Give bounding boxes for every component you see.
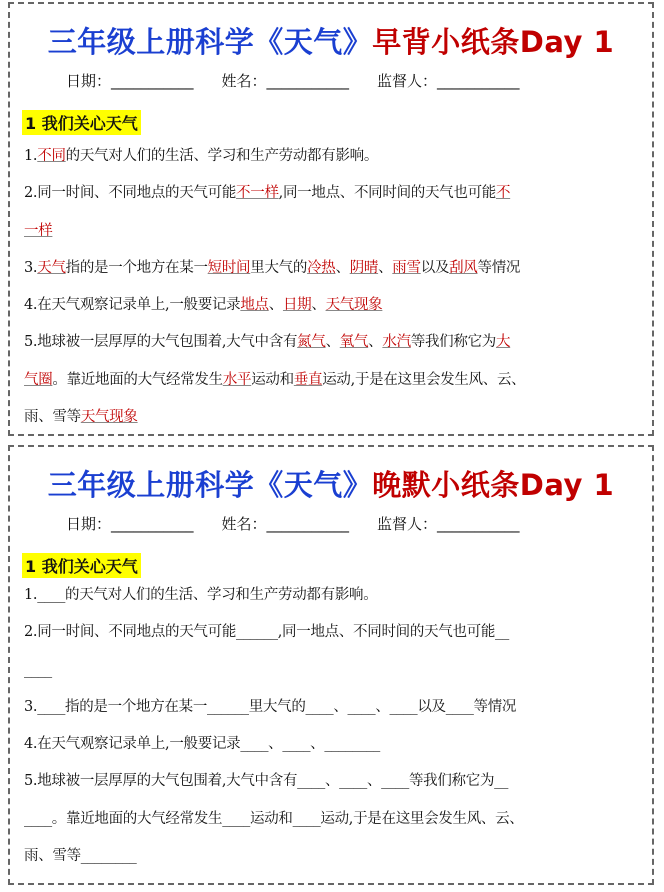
answer-text: 一样: [24, 222, 53, 239]
plain-text: 里大气的: [250, 259, 308, 276]
plain-text: 的天气对人们的生活、学习和生产劳动都有影响。: [65, 148, 379, 164]
plain-text: 、: [325, 334, 340, 351]
supervisor-field: 监督人：___________: [377, 515, 520, 533]
supervisor-field: 监督人：___________: [377, 72, 520, 90]
name-field: 姓名：___________: [221, 515, 350, 533]
answer-text: 垂直: [293, 371, 323, 388]
plain-text: ____。靠近地面的大气经常发生____运动和____运动,于是在这里会发生风、云、: [24, 810, 524, 827]
text-line: [24, 846, 644, 883]
text-line: [24, 183, 644, 220]
text-line: [24, 370, 644, 407]
plain-text: 5.地球被一层厚厚的大气包围着,大气中含有____、____、____等我们称它为__: [24, 773, 509, 790]
text-line: [24, 407, 644, 444]
plain-text: 运动,于是在这里会发生风、云、: [322, 371, 526, 388]
answer-text: 日期: [282, 297, 312, 314]
answer-text: 不: [495, 185, 511, 202]
plain-text: 、: [335, 259, 350, 276]
plain-text: 。靠近地面的大气经常发生: [52, 371, 223, 388]
plain-text: 运动和: [251, 371, 294, 388]
answer-text: 刮风: [449, 259, 478, 276]
text-line: [24, 697, 644, 734]
text-line: [24, 622, 644, 659]
text-line: [24, 295, 644, 332]
answer-text: 大: [495, 334, 511, 351]
answer-text: 水平: [222, 371, 252, 388]
evening-dictation-card: [8, 445, 654, 885]
text-line: [24, 146, 644, 183]
plain-text: 、: [311, 297, 326, 314]
morning-recite-card: [8, 2, 654, 436]
text-line: [24, 734, 644, 771]
plain-text: 5.地球被一层厚厚的大气包围着,大气中含有: [24, 334, 298, 351]
plain-text: 4.在天气观察记录单上,一般要记录: [24, 297, 241, 314]
section-heading: 1 我们关心天气: [22, 553, 141, 578]
answer-text: 雨雪: [392, 259, 421, 276]
answer-text: 天气现象: [80, 409, 138, 426]
section-heading: 1 我们关心天气: [22, 110, 141, 135]
card-title: [10, 20, 652, 61]
title-type: 晚默小纸条Day 1: [372, 468, 615, 502]
plain-text: 指的是一个地方在某一: [65, 259, 208, 276]
plain-text: ____: [24, 661, 52, 678]
plain-text: 、: [368, 334, 383, 351]
text-line: [24, 585, 644, 622]
plain-text: 雨、雪等________: [24, 848, 137, 865]
answer-text: 地点: [240, 297, 269, 314]
date-field: 日期：___________: [66, 515, 194, 533]
text-line: [24, 771, 644, 808]
plain-text: 2.同一时间、不同地点的天气可能______,同一地点、不同时间的天气也可能__: [24, 624, 509, 641]
answer-text: 不一样: [236, 185, 279, 202]
text-line: [24, 660, 644, 697]
meta-line: [66, 70, 548, 91]
plain-text: 以及: [420, 259, 450, 276]
content-lines: [24, 585, 644, 883]
name-field: 姓名：___________: [221, 72, 350, 90]
plain-text: 等我们称它为: [410, 334, 496, 351]
answer-text: 水汽: [382, 334, 411, 351]
plain-text: 雨、雪等: [24, 409, 81, 426]
answer-text: 不同: [37, 148, 66, 164]
date-field: 日期：___________: [66, 72, 194, 90]
answer-text: 阴晴: [349, 259, 379, 276]
title-type: 早背小纸条Day 1: [372, 25, 615, 59]
meta-line: [66, 513, 548, 534]
plain-text: 、: [378, 259, 393, 276]
plain-text: 2.同一时间、不同地点的天气可能: [24, 185, 237, 202]
content-lines: [24, 146, 644, 444]
plain-text: 、: [268, 297, 283, 314]
plain-text: 1.: [24, 148, 38, 164]
text-line: [24, 809, 644, 846]
answer-text: 气圈: [24, 371, 53, 388]
plain-text: 等情况: [477, 259, 521, 276]
answer-text: 天气现象: [325, 297, 383, 314]
answer-text: 短时间: [207, 259, 251, 276]
plain-text: 1.____的天气对人们的生活、学习和生产劳动都有影响。: [24, 587, 378, 603]
text-line: [24, 258, 644, 295]
answer-text: 氮气: [297, 334, 326, 351]
title-subject: 三年级上册科学《天气》: [47, 468, 373, 502]
answer-text: 冷热: [307, 259, 336, 276]
plain-text: 3.____指的是一个地方在某一______里大气的____、____、____以及____等情况: [24, 698, 517, 715]
plain-text: 3.: [24, 259, 38, 276]
answer-text: 氧气: [339, 334, 369, 351]
card-title: [10, 463, 652, 504]
text-line: [24, 221, 644, 258]
text-line: [24, 332, 644, 369]
plain-text: 4.在天气观察记录单上,一般要记录____、____、________: [24, 736, 380, 753]
title-subject: 三年级上册科学《天气》: [47, 25, 373, 59]
plain-text: ,同一地点、不同时间的天气也可能: [278, 185, 496, 202]
answer-text: 天气: [37, 259, 66, 276]
